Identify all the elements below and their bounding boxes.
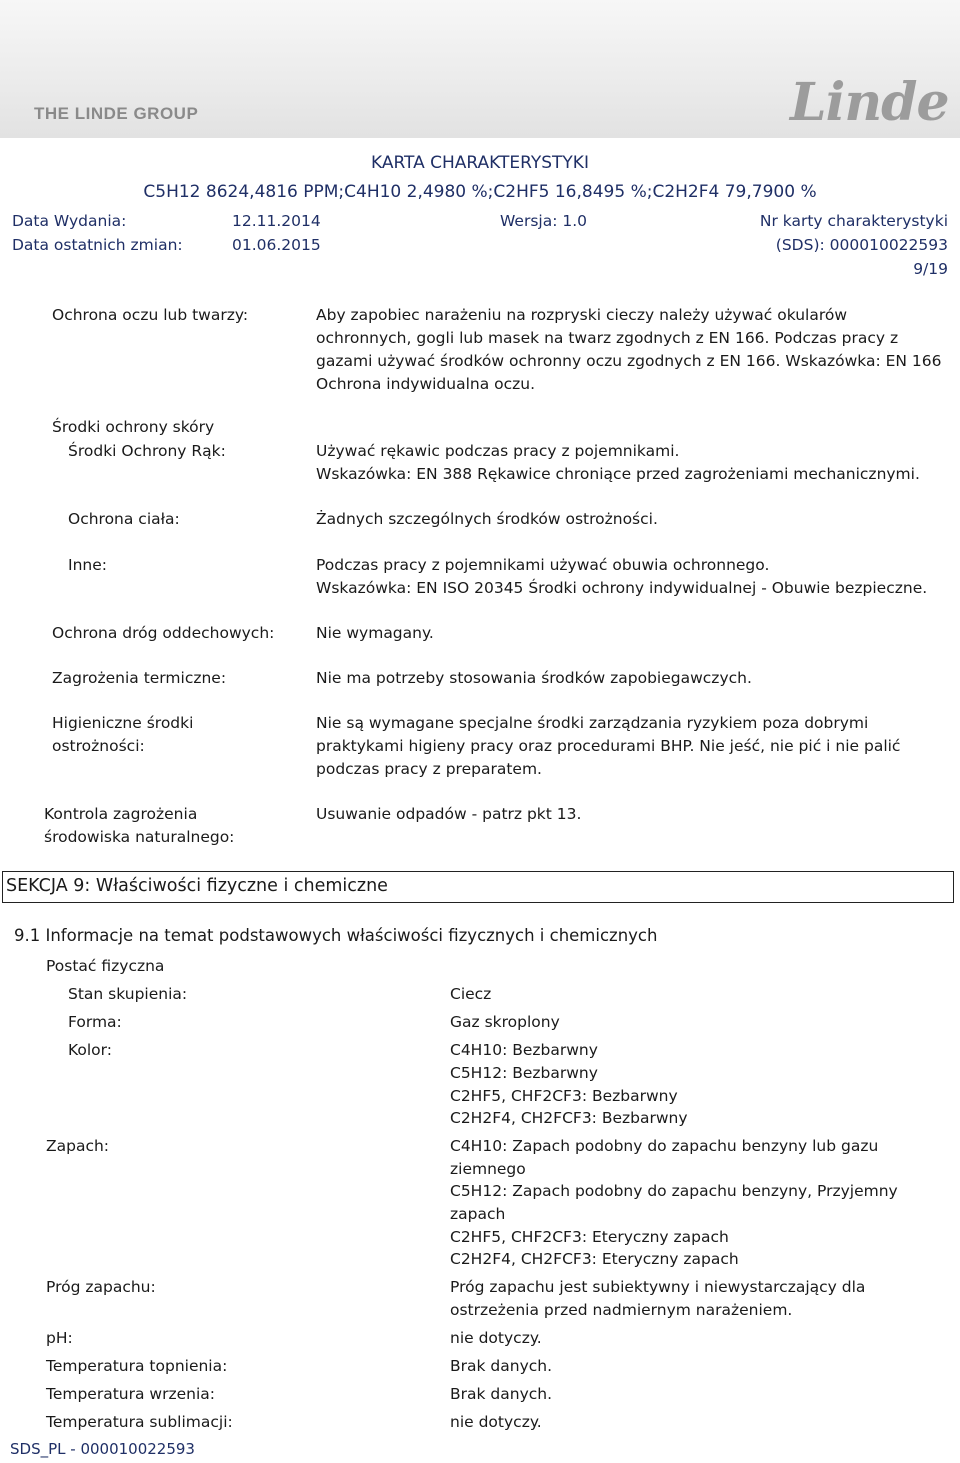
environment-control-value: Usuwanie odpadów - patrz pkt 13. (316, 805, 582, 823)
environment-control-label: Kontrola zagrożenia (44, 805, 198, 823)
eye-protection-label: Ochrona oczu lub twarzy: (52, 306, 249, 324)
skin-protection-label: Środki ochrony skóry (52, 418, 215, 436)
property-label: Temperatura sublimacji: (46, 1413, 233, 1431)
property-value: Gaz skroplony (450, 1013, 560, 1031)
property-value: C5H12: Zapach podobny do zapachu benzyny, Przyjemny (450, 1182, 898, 1200)
respiratory-protection-value: Nie wymagany. (316, 624, 434, 642)
issue-date-label: Data Wydania: (12, 212, 127, 230)
body-protection-label: Ochrona ciała: (68, 510, 180, 528)
property-value: C4H10: Bezbarwny (450, 1041, 598, 1059)
property-value: Próg zapachu jest subiektywny i niewystarczający dla (450, 1278, 866, 1296)
property-value: C4H10: Zapach podobny do zapachu benzyny lub gazu (450, 1137, 879, 1155)
footer-doc-code: SDS_PL - 000010022593 (10, 1440, 195, 1458)
change-date: 01.06.2015 (232, 236, 321, 254)
hand-protection-value: Używać rękawic podczas pracy z pojemnikami. (316, 442, 680, 460)
subsection-9-1-title: 9.1 Informacje na temat podstawowych właściwości fizycznych i chemicznych (14, 926, 658, 945)
section-9-title: SEKCJA 9: Właściwości fizyczne i chemiczne (6, 876, 388, 896)
body-protection-value: Żadnych szczególnych środków ostrożności. (316, 510, 658, 528)
property-value: ziemnego (450, 1160, 526, 1178)
group-name: THE LINDE GROUP (34, 104, 199, 123)
property-label: Kolor: (68, 1041, 112, 1059)
document-title: KARTA CHARAKTERYSTYKI (371, 153, 589, 173)
property-label: Temperatura topnienia: (46, 1357, 228, 1375)
hygiene-value: Nie są wymagane specjalne środki zarządzania ryzykiem poza dobrymi praktykami higieny pracy oraz procedurami BHP. Nie jeść, nie pić i nie palić podczas pracy z preparatem. (316, 714, 901, 778)
hygiene-label: Higieniczne środki (52, 714, 194, 732)
card-number-label: Nr karty charakterystyki (759, 212, 948, 230)
other-protection-value: Podczas pracy z pojemnikami używać obuwia ochronnego. (316, 556, 770, 574)
property-value: C2HF5, CHF2CF3: Eteryczny zapach (450, 1228, 729, 1246)
property-value: zapach (450, 1205, 506, 1223)
environment-control-label-line2: środowiska naturalnego: (44, 828, 235, 846)
eye-protection-value: Aby zapobiec narażeniu na rozpryski cieczy należy używać okularów ochronnych, gogli lub masek na twarz zgodnych z EN 166. Podczas pracy z gazami używać środków ochronny oczu zgodnych z EN 166. Wskazówka: EN 166 Ochrona indywidualna oczu. (316, 306, 942, 393)
property-value: Brak danych. (450, 1385, 553, 1403)
property-value: Ciecz (450, 985, 492, 1003)
version: Wersja: 1.0 (500, 212, 588, 230)
other-protection-label: Inne: (68, 556, 107, 574)
property-label: Próg zapachu: (46, 1278, 156, 1296)
property-label: pH: (46, 1329, 73, 1347)
header-banner (0, 0, 960, 138)
property-label: Stan skupienia: (68, 985, 188, 1003)
linde-logo: Linde (790, 72, 949, 133)
property-value: nie dotyczy. (450, 1413, 542, 1431)
property-label: Temperatura wrzenia: (46, 1385, 215, 1403)
sds-number: (SDS): 000010022593 (775, 236, 948, 254)
page-number: 9/19 (913, 260, 948, 278)
hand-protection-note: Wskazówka: EN 388 Rękawice chroniące przed zagrożeniami mechanicznymi. (316, 465, 920, 483)
property-value: ostrzeżenia przed nadmiernym narażeniem. (450, 1301, 793, 1319)
property-value: Brak danych. (450, 1357, 553, 1375)
property-value: C2H2F4, CH2FCF3: Eteryczny zapach (450, 1250, 739, 1268)
hygiene-label-line2: ostrożności: (52, 737, 145, 755)
hand-protection-label: Środki Ochrony Rąk: (68, 442, 226, 460)
property-value: C2H2F4, CH2FCF3: Bezbarwny (450, 1109, 688, 1127)
change-date-label: Data ostatnich zmian: (12, 236, 183, 254)
property-label: Forma: (68, 1013, 122, 1031)
respiratory-protection-label: Ochrona dróg oddechowych: (52, 624, 275, 642)
property-value: C2HF5, CHF2CF3: Bezbarwny (450, 1087, 678, 1105)
thermal-hazards-label: Zagrożenia termiczne: (52, 669, 227, 687)
property-label: Zapach: (46, 1137, 110, 1155)
physical-form-heading: Postać fizyczna (46, 957, 165, 975)
document-subtitle: C5H12 8624,4816 PPM;C4H10 2,4980 %;C2HF5 16,8495 %;C2H2F4 79,7900 % (143, 182, 817, 202)
other-protection-note: Wskazówka: EN ISO 20345 Środki ochrony indywidualnej - Obuwie bezpieczne. (316, 579, 928, 597)
property-value: nie dotyczy. (450, 1329, 542, 1347)
issue-date: 12.11.2014 (232, 212, 321, 230)
property-value: C5H12: Bezbarwny (450, 1064, 598, 1082)
thermal-hazards-value: Nie ma potrzeby stosowania środków zapobiegawczych. (316, 669, 752, 687)
